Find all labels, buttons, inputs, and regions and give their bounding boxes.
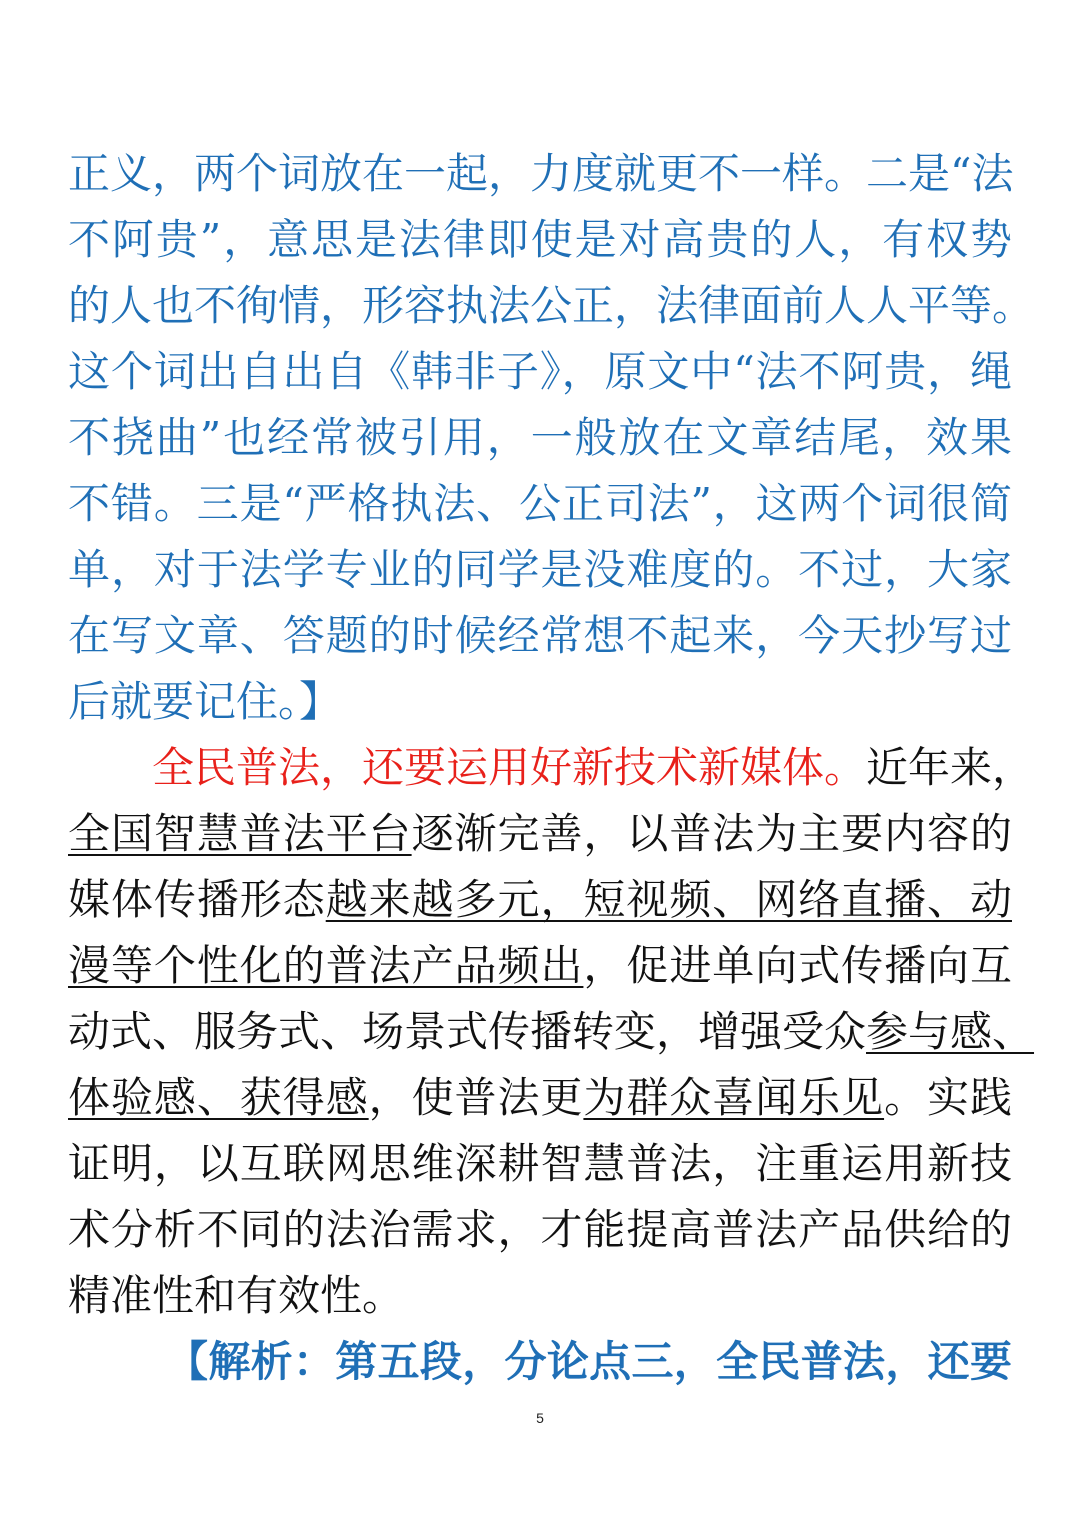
paragraph-line-3: 媒体传播形态越来越多元，短视频、网络直播、动 — [68, 875, 1012, 924]
analysis-line-2: 不阿贵”，意思是法律即使是对高贵的人，有权势 — [68, 215, 1012, 264]
analysis-line-3: 的人也不徇情，形容执法公正，法律面前人人平等。 — [68, 281, 1035, 330]
underlined-phrase: 参与感、 — [866, 1007, 1035, 1056]
topic-sentence: 全民普法，还要运用好新技术新媒体。 — [152, 743, 867, 792]
paragraph-line-4: 漫等个性化的普法产品频出，促进单向式传播向互 — [68, 941, 1012, 990]
analysis-line-7: 单，对于法学专业的同学是没难度的。不过，大家 — [68, 545, 1012, 594]
underlined-phrase: 全国智慧普法平台 — [68, 809, 412, 858]
paragraph-line-7: 证明，以互联网思维深耕智慧普法，注重运用新技 — [68, 1139, 1012, 1188]
analysis-line-6: 不错。三是“严格执法、公正司法”，这两个词很简 — [68, 479, 1012, 528]
page-number: 5 — [536, 1410, 544, 1426]
underlined-phrase: 为群众喜闻乐见 — [583, 1073, 885, 1122]
analysis-line-5: 不挠曲”也经常被引用，一般放在文章结尾，效果 — [68, 413, 1012, 462]
paragraph-line-8: 术分析不同的法治需求，才能提高普法产品供给的 — [68, 1205, 1012, 1254]
paragraph-line-1: 全民普法，还要运用好新技术新媒体。近年来， — [152, 743, 1035, 792]
underlined-phrase: 漫等个性化的普法产品频出 — [68, 941, 584, 990]
paragraph-line-2: 全国智慧普法平台逐渐完善，以普法为主要内容的 — [68, 809, 1012, 858]
underlined-phrase: 体验感、获得感 — [68, 1073, 369, 1122]
analysis-line-4: 这个词出自出自《韩非子》，原文中“法不阿贵，绳 — [68, 347, 1012, 396]
analysis-line-1: 正义，两个词放在一起，力度就更不一样。二是“法 — [68, 149, 1014, 198]
paragraph-line-6: 体验感、获得感，使普法更为群众喜闻乐见。实践 — [68, 1073, 1012, 1122]
paragraph-line-5: 动式、服务式、场景式传播转变，增强受众参与感、 — [68, 1007, 1035, 1056]
analysis-line-9: 后就要记住。】 — [68, 677, 342, 726]
analysis-line-8: 在写文章、答题的时候经常想不起来，今天抄写过 — [68, 611, 1012, 660]
paragraph-line-9: 精准性和有效性。 — [68, 1271, 405, 1320]
underlined-phrase: 越来越多元，短视频、网络直播、动 — [325, 875, 1012, 924]
analysis-5-line-1: 【解析：第五段，分论点三，全民普法，还要 — [166, 1337, 1012, 1386]
